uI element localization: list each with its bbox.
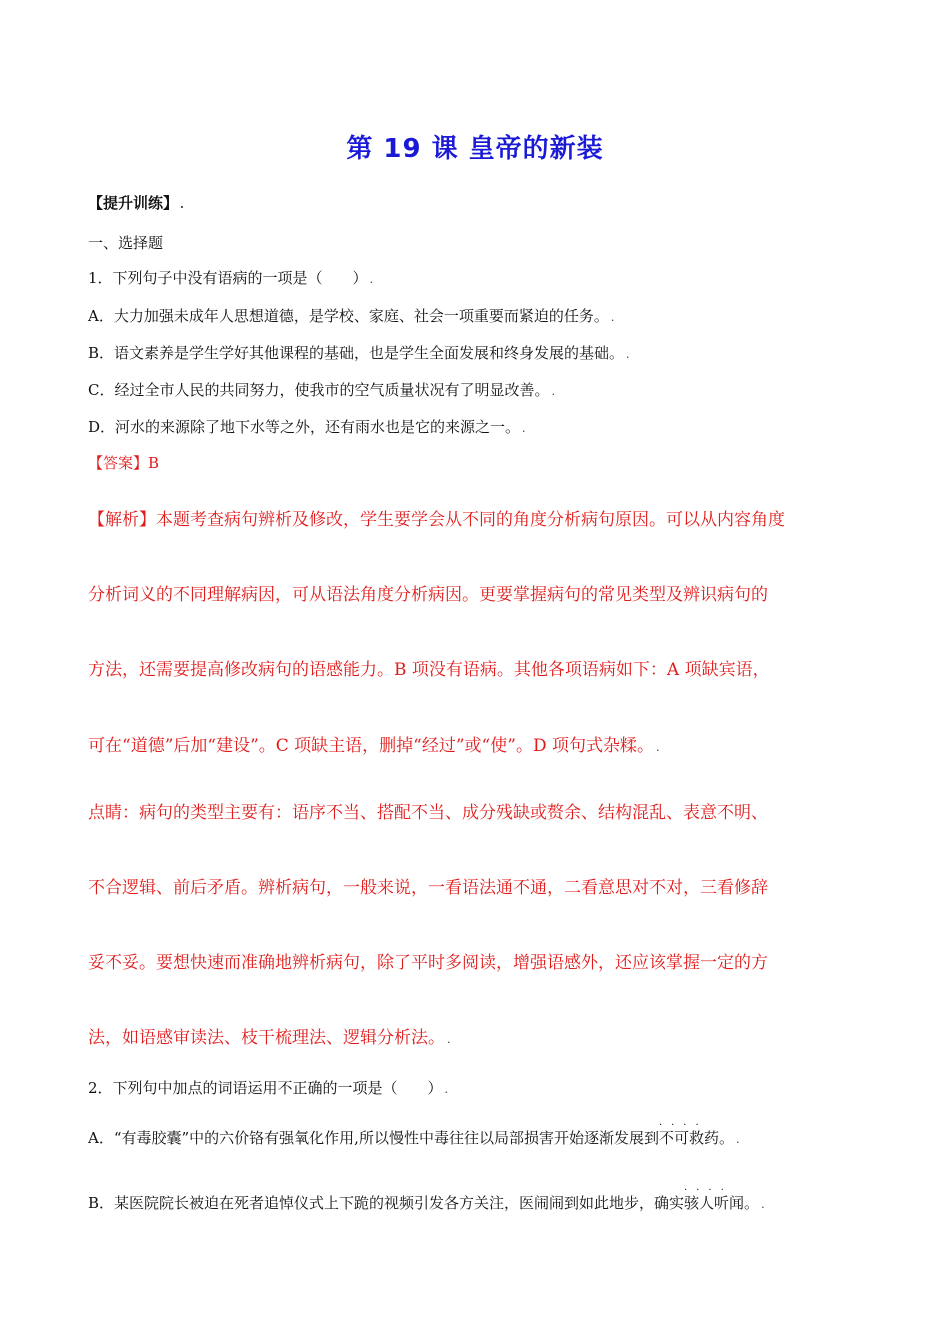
tip-line: 点睛：病句的类型主要有：语序不当、搭配不当、成分残缺或赘余、结构混乱、表意不明、 [88, 803, 768, 823]
tip-line: 妥不妥。要想快速而准确地辨析病句，除了平时多阅读，增强语感外，还应该掌握一定的方 [88, 953, 768, 973]
question-1-option-a: A．大力加强未成年人思想道德，是学校、家庭、社会一项重要而紧迫的任务。 . [88, 307, 615, 325]
tip-line: 不合逻辑、前后矛盾。辨析病句，一般来说，一看语法通不通，二看意思对不对，三看修辞 [88, 878, 768, 898]
lesson-title: 第 19 课 皇帝的新装 [346, 134, 604, 164]
question-1-option-c: C．经过全市人民的共同努力，使我市的空气质量状况有了明显改善。 . [88, 381, 555, 399]
dotted-term: ···· 不可救药 [658, 1120, 719, 1147]
dotted-term: ···· 骇人听闻 [684, 1185, 745, 1212]
question-1-option-d: D．河水的来源除了地下水等之外，还有雨水也是它的来源之一。 . [88, 418, 526, 436]
question-2-option-b: B．某医院院长被迫在死者追悼仪式上下跪的视频引发各方关注，医闹闹到如此地步，确实 ···· 骇人听闻。 . [88, 1185, 765, 1212]
tip-line: 法，如语感审读法、枝干梳理法、逻辑分析法。 . [88, 1028, 451, 1048]
question-1-answer: 【答案】B [88, 454, 160, 472]
analysis-line: 【解析】本题考查病句辨析及修改，学生要学会从不同的角度分析病句原因。可以从内容角度 [88, 510, 785, 530]
part-label: 一、选择题 [88, 234, 164, 252]
section-label: 【提升训练】 . [88, 194, 184, 212]
analysis-line: 可在“道德”后加“建设”。C 项缺主语，删掉“经过”或“使”。D 项句式杂糅。 . [88, 736, 660, 756]
question-2-option-a: A．“有毒胶囊”中的六价铬有强氧化作用,所以慢性中毒往往以局部损害开始逐渐发展到 ···· 不可救药。 . [88, 1120, 740, 1147]
question-1-option-b: B．语文素养是学生学好其他课程的基础，也是学生全面发展和终身发展的基础。 . [88, 344, 630, 362]
question-2-stem: 2．下列句中加点的词语运用不正确的一项是（ ） . [88, 1079, 449, 1097]
analysis-line: 分析词义的不同理解病因，可从语法角度分析病因。更要掌握病句的常见类型及辨识病句的 [88, 585, 768, 605]
question-1-stem: 1．下列句子中没有语病的一项是（ ） . [88, 269, 374, 287]
analysis-line: 方法，还需要提高修改病句的语感能力。B 项没有语病。其他各项语病如下：A 项缺宾语， [88, 660, 770, 680]
